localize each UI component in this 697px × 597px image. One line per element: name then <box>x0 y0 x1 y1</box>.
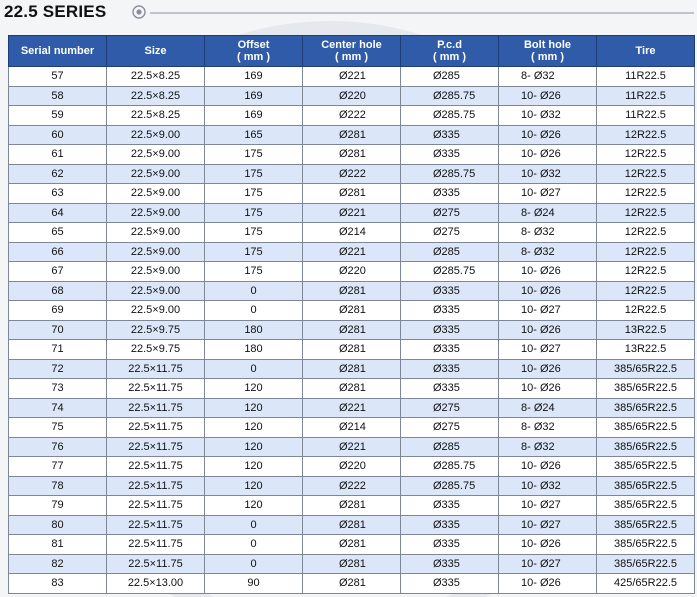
bolt-hole-cell: 10- Ø27 <box>499 301 597 321</box>
pcd-cell: Ø335 <box>401 320 499 340</box>
bolt-hole-cell: 10- Ø26 <box>499 574 597 594</box>
tire-cell: 12R22.5 <box>597 145 695 165</box>
center-hole-cell: Ø221 <box>303 203 401 223</box>
table-row <box>9 281 695 301</box>
center-hole-cell: Ø281 <box>303 301 401 321</box>
bolt-hole-cell: 10- Ø26 <box>499 262 597 282</box>
bolt-hole-cell: 10- Ø26 <box>499 320 597 340</box>
pcd-cell: Ø335 <box>401 281 499 301</box>
center-hole-cell: Ø281 <box>303 379 401 399</box>
center-hole-cell: Ø214 <box>303 418 401 438</box>
tire-cell: 385/65R22.5 <box>597 437 695 457</box>
offset-cell: 120 <box>205 457 303 477</box>
size-cell: 22.5×11.75 <box>107 418 205 438</box>
center-hole-cell: Ø281 <box>303 145 401 165</box>
offset-cell: 165 <box>205 125 303 145</box>
tire-cell: 385/65R22.5 <box>597 554 695 574</box>
serial-number-cell: 58 <box>9 86 107 106</box>
tire-cell: 385/65R22.5 <box>597 379 695 399</box>
bolt-hole-cell: 10- Ø32 <box>499 106 597 126</box>
offset-cell: 169 <box>205 86 303 106</box>
center-hole-cell: Ø220 <box>303 457 401 477</box>
serial-number-cell: 68 <box>9 281 107 301</box>
tire-cell: 385/65R22.5 <box>597 359 695 379</box>
bolt-hole-cell: 10- Ø26 <box>499 281 597 301</box>
pcd-cell: Ø275 <box>401 223 499 243</box>
center-hole-cell: Ø281 <box>303 359 401 379</box>
serial-number-cell: 77 <box>9 457 107 477</box>
serial-number-cell: 82 <box>9 554 107 574</box>
table-row <box>9 457 695 477</box>
table-row <box>9 476 695 496</box>
header-offset: Offset ( mm ) <box>205 36 303 67</box>
serial-number-cell: 72 <box>9 359 107 379</box>
size-cell: 22.5×8.25 <box>107 106 205 126</box>
size-cell: 22.5×11.75 <box>107 379 205 399</box>
offset-cell: 175 <box>205 242 303 262</box>
center-hole-cell: Ø281 <box>303 574 401 594</box>
offset-cell: 175 <box>205 145 303 165</box>
size-cell: 22.5×9.00 <box>107 262 205 282</box>
size-cell: 22.5×11.75 <box>107 496 205 516</box>
size-cell: 22.5×9.00 <box>107 125 205 145</box>
size-cell: 22.5×11.75 <box>107 398 205 418</box>
bolt-hole-cell: 10- Ø27 <box>499 554 597 574</box>
offset-cell: 180 <box>205 320 303 340</box>
size-cell: 22.5×8.25 <box>107 67 205 87</box>
size-cell: 22.5×9.00 <box>107 203 205 223</box>
bolt-hole-cell: 10- Ø27 <box>499 496 597 516</box>
serial-number-cell: 83 <box>9 574 107 594</box>
pcd-cell: Ø335 <box>401 184 499 204</box>
tire-cell: 385/65R22.5 <box>597 535 695 555</box>
table-row <box>9 223 695 243</box>
header-tire: Tire <box>597 36 695 67</box>
tire-cell: 385/65R22.5 <box>597 457 695 477</box>
size-cell: 22.5×9.00 <box>107 242 205 262</box>
target-circle-icon <box>132 5 146 19</box>
center-hole-cell: Ø222 <box>303 106 401 126</box>
tire-cell: 13R22.5 <box>597 340 695 360</box>
tire-cell: 12R22.5 <box>597 223 695 243</box>
serial-number-cell: 79 <box>9 496 107 516</box>
serial-number-cell: 61 <box>9 145 107 165</box>
size-cell: 22.5×11.75 <box>107 515 205 535</box>
pcd-cell: Ø285.75 <box>401 106 499 126</box>
size-cell: 22.5×8.25 <box>107 86 205 106</box>
tire-cell: 11R22.5 <box>597 86 695 106</box>
center-hole-cell: Ø281 <box>303 554 401 574</box>
section-title: 22.5 SERIES <box>4 2 107 21</box>
offset-cell: 0 <box>205 554 303 574</box>
table-row <box>9 106 695 126</box>
table-body <box>9 67 695 594</box>
table-row <box>9 418 695 438</box>
offset-cell: 175 <box>205 203 303 223</box>
table-row <box>9 262 695 282</box>
pcd-cell: Ø335 <box>401 554 499 574</box>
bolt-hole-cell: 8- Ø32 <box>499 223 597 243</box>
bolt-hole-cell: 10- Ø27 <box>499 515 597 535</box>
center-hole-cell: Ø281 <box>303 515 401 535</box>
table-row <box>9 574 695 594</box>
pcd-cell: Ø285.75 <box>401 262 499 282</box>
tire-cell: 385/65R22.5 <box>597 476 695 496</box>
bolt-hole-cell: 8- Ø32 <box>499 418 597 438</box>
title-divider <box>150 12 694 14</box>
tire-cell: 12R22.5 <box>597 262 695 282</box>
bolt-hole-cell: 10- Ø26 <box>499 379 597 399</box>
offset-cell: 169 <box>205 67 303 87</box>
section-title-bar <box>4 2 694 22</box>
tire-cell: 11R22.5 <box>597 67 695 87</box>
table-row <box>9 67 695 87</box>
pcd-cell: Ø285.75 <box>401 457 499 477</box>
header-pcd: P.c.d ( mm ) <box>401 36 499 67</box>
bolt-hole-cell: 8- Ø32 <box>499 437 597 457</box>
table-row <box>9 86 695 106</box>
tire-cell: 11R22.5 <box>597 106 695 126</box>
center-hole-cell: Ø281 <box>303 281 401 301</box>
bolt-hole-cell: 10- Ø26 <box>499 457 597 477</box>
pcd-cell: Ø335 <box>401 574 499 594</box>
center-hole-cell: Ø221 <box>303 398 401 418</box>
size-cell: 22.5×11.75 <box>107 457 205 477</box>
offset-cell: 169 <box>205 106 303 126</box>
center-hole-cell: Ø214 <box>303 223 401 243</box>
serial-number-cell: 80 <box>9 515 107 535</box>
tire-cell: 12R22.5 <box>597 184 695 204</box>
bolt-hole-cell: 10- Ø32 <box>499 476 597 496</box>
size-cell: 22.5×11.75 <box>107 535 205 555</box>
serial-number-cell: 59 <box>9 106 107 126</box>
size-cell: 22.5×11.75 <box>107 437 205 457</box>
table-row <box>9 242 695 262</box>
pcd-cell: Ø335 <box>401 535 499 555</box>
pcd-cell: Ø275 <box>401 418 499 438</box>
table-row <box>9 301 695 321</box>
size-cell: 22.5×9.75 <box>107 340 205 360</box>
serial-number-cell: 65 <box>9 223 107 243</box>
center-hole-cell: Ø221 <box>303 242 401 262</box>
pcd-cell: Ø335 <box>401 125 499 145</box>
center-hole-cell: Ø281 <box>303 125 401 145</box>
offset-cell: 90 <box>205 574 303 594</box>
size-cell: 22.5×11.75 <box>107 476 205 496</box>
table-row <box>9 554 695 574</box>
offset-cell: 175 <box>205 164 303 184</box>
tire-cell: 12R22.5 <box>597 203 695 223</box>
serial-number-cell: 62 <box>9 164 107 184</box>
header-bolt-hole: Bolt hole ( mm ) <box>499 36 597 67</box>
pcd-cell: Ø275 <box>401 203 499 223</box>
tire-cell: 385/65R22.5 <box>597 496 695 516</box>
bolt-hole-cell: 8- Ø32 <box>499 242 597 262</box>
table-row <box>9 535 695 555</box>
bolt-hole-cell: 10- Ø27 <box>499 184 597 204</box>
table-header-row <box>9 36 695 67</box>
offset-cell: 120 <box>205 379 303 399</box>
serial-number-cell: 75 <box>9 418 107 438</box>
pcd-cell: Ø335 <box>401 359 499 379</box>
center-hole-cell: Ø222 <box>303 164 401 184</box>
pcd-cell: Ø335 <box>401 301 499 321</box>
bolt-hole-cell: 10- Ø26 <box>499 145 597 165</box>
offset-cell: 0 <box>205 359 303 379</box>
serial-number-cell: 71 <box>9 340 107 360</box>
size-cell: 22.5×11.75 <box>107 359 205 379</box>
bolt-hole-cell: 10- Ø27 <box>499 340 597 360</box>
center-hole-cell: Ø281 <box>303 184 401 204</box>
pcd-cell: Ø285 <box>401 437 499 457</box>
offset-cell: 175 <box>205 262 303 282</box>
size-cell: 22.5×9.00 <box>107 184 205 204</box>
serial-number-cell: 76 <box>9 437 107 457</box>
tire-cell: 425/65R22.5 <box>597 574 695 594</box>
pcd-cell: Ø335 <box>401 379 499 399</box>
table-row <box>9 164 695 184</box>
serial-number-cell: 74 <box>9 398 107 418</box>
bolt-hole-cell: 8- Ø24 <box>499 203 597 223</box>
pcd-cell: Ø335 <box>401 515 499 535</box>
table-row <box>9 359 695 379</box>
center-hole-cell: Ø281 <box>303 340 401 360</box>
pcd-cell: Ø335 <box>401 145 499 165</box>
tire-cell: 12R22.5 <box>597 164 695 184</box>
offset-cell: 120 <box>205 398 303 418</box>
header-size: Size <box>107 36 205 67</box>
table-row <box>9 496 695 516</box>
offset-cell: 180 <box>205 340 303 360</box>
offset-cell: 120 <box>205 418 303 438</box>
serial-number-cell: 63 <box>9 184 107 204</box>
pcd-cell: Ø285 <box>401 67 499 87</box>
offset-cell: 175 <box>205 223 303 243</box>
pcd-cell: Ø285 <box>401 242 499 262</box>
center-hole-cell: Ø281 <box>303 320 401 340</box>
tire-cell: 12R22.5 <box>597 301 695 321</box>
center-hole-cell: Ø281 <box>303 535 401 555</box>
size-cell: 22.5×9.00 <box>107 164 205 184</box>
offset-cell: 120 <box>205 437 303 457</box>
table-row <box>9 340 695 360</box>
pcd-cell: Ø335 <box>401 340 499 360</box>
pcd-cell: Ø275 <box>401 398 499 418</box>
serial-number-cell: 64 <box>9 203 107 223</box>
size-cell: 22.5×9.00 <box>107 145 205 165</box>
table-row <box>9 398 695 418</box>
table-row <box>9 203 695 223</box>
offset-cell: 175 <box>205 184 303 204</box>
bolt-hole-cell: 10- Ø26 <box>499 125 597 145</box>
offset-cell: 0 <box>205 281 303 301</box>
tire-cell: 385/65R22.5 <box>597 398 695 418</box>
table-row <box>9 515 695 535</box>
header-serial-number: Serial number <box>9 36 107 67</box>
size-cell: 22.5×9.75 <box>107 320 205 340</box>
serial-number-cell: 81 <box>9 535 107 555</box>
tire-cell: 13R22.5 <box>597 320 695 340</box>
center-hole-cell: Ø221 <box>303 67 401 87</box>
bolt-hole-cell: 10- Ø26 <box>499 359 597 379</box>
bolt-hole-cell: 10- Ø26 <box>499 86 597 106</box>
center-hole-cell: Ø222 <box>303 476 401 496</box>
tire-cell: 385/65R22.5 <box>597 418 695 438</box>
tire-cell: 12R22.5 <box>597 125 695 145</box>
serial-number-cell: 66 <box>9 242 107 262</box>
serial-number-cell: 73 <box>9 379 107 399</box>
serial-number-cell: 69 <box>9 301 107 321</box>
size-cell: 22.5×9.00 <box>107 301 205 321</box>
offset-cell: 0 <box>205 535 303 555</box>
bolt-hole-cell: 8- Ø24 <box>499 398 597 418</box>
table-row <box>9 145 695 165</box>
serial-number-cell: 67 <box>9 262 107 282</box>
center-hole-cell: Ø220 <box>303 262 401 282</box>
offset-cell: 120 <box>205 476 303 496</box>
offset-cell: 120 <box>205 496 303 516</box>
pcd-cell: Ø285.75 <box>401 164 499 184</box>
pcd-cell: Ø335 <box>401 496 499 516</box>
bolt-hole-cell: 8- Ø32 <box>499 67 597 87</box>
serial-number-cell: 60 <box>9 125 107 145</box>
serial-number-cell: 78 <box>9 476 107 496</box>
offset-cell: 0 <box>205 301 303 321</box>
size-cell: 22.5×13.00 <box>107 574 205 594</box>
size-cell: 22.5×11.75 <box>107 554 205 574</box>
size-cell: 22.5×9.00 <box>107 281 205 301</box>
table-row <box>9 125 695 145</box>
tire-cell: 12R22.5 <box>597 242 695 262</box>
center-hole-cell: Ø221 <box>303 437 401 457</box>
tire-cell: 385/65R22.5 <box>597 515 695 535</box>
offset-cell: 0 <box>205 515 303 535</box>
table-row <box>9 320 695 340</box>
serial-number-cell: 70 <box>9 320 107 340</box>
tire-cell: 12R22.5 <box>597 281 695 301</box>
bolt-hole-cell: 10- Ø32 <box>499 164 597 184</box>
center-hole-cell: Ø281 <box>303 496 401 516</box>
table-row <box>9 379 695 399</box>
table-row <box>9 184 695 204</box>
wheel-spec-table <box>8 35 695 594</box>
header-center-hole: Center hole ( mm ) <box>303 36 401 67</box>
serial-number-cell: 57 <box>9 67 107 87</box>
center-hole-cell: Ø220 <box>303 86 401 106</box>
pcd-cell: Ø285.75 <box>401 476 499 496</box>
table-row <box>9 437 695 457</box>
bolt-hole-cell: 10- Ø26 <box>499 535 597 555</box>
size-cell: 22.5×9.00 <box>107 223 205 243</box>
pcd-cell: Ø285.75 <box>401 86 499 106</box>
